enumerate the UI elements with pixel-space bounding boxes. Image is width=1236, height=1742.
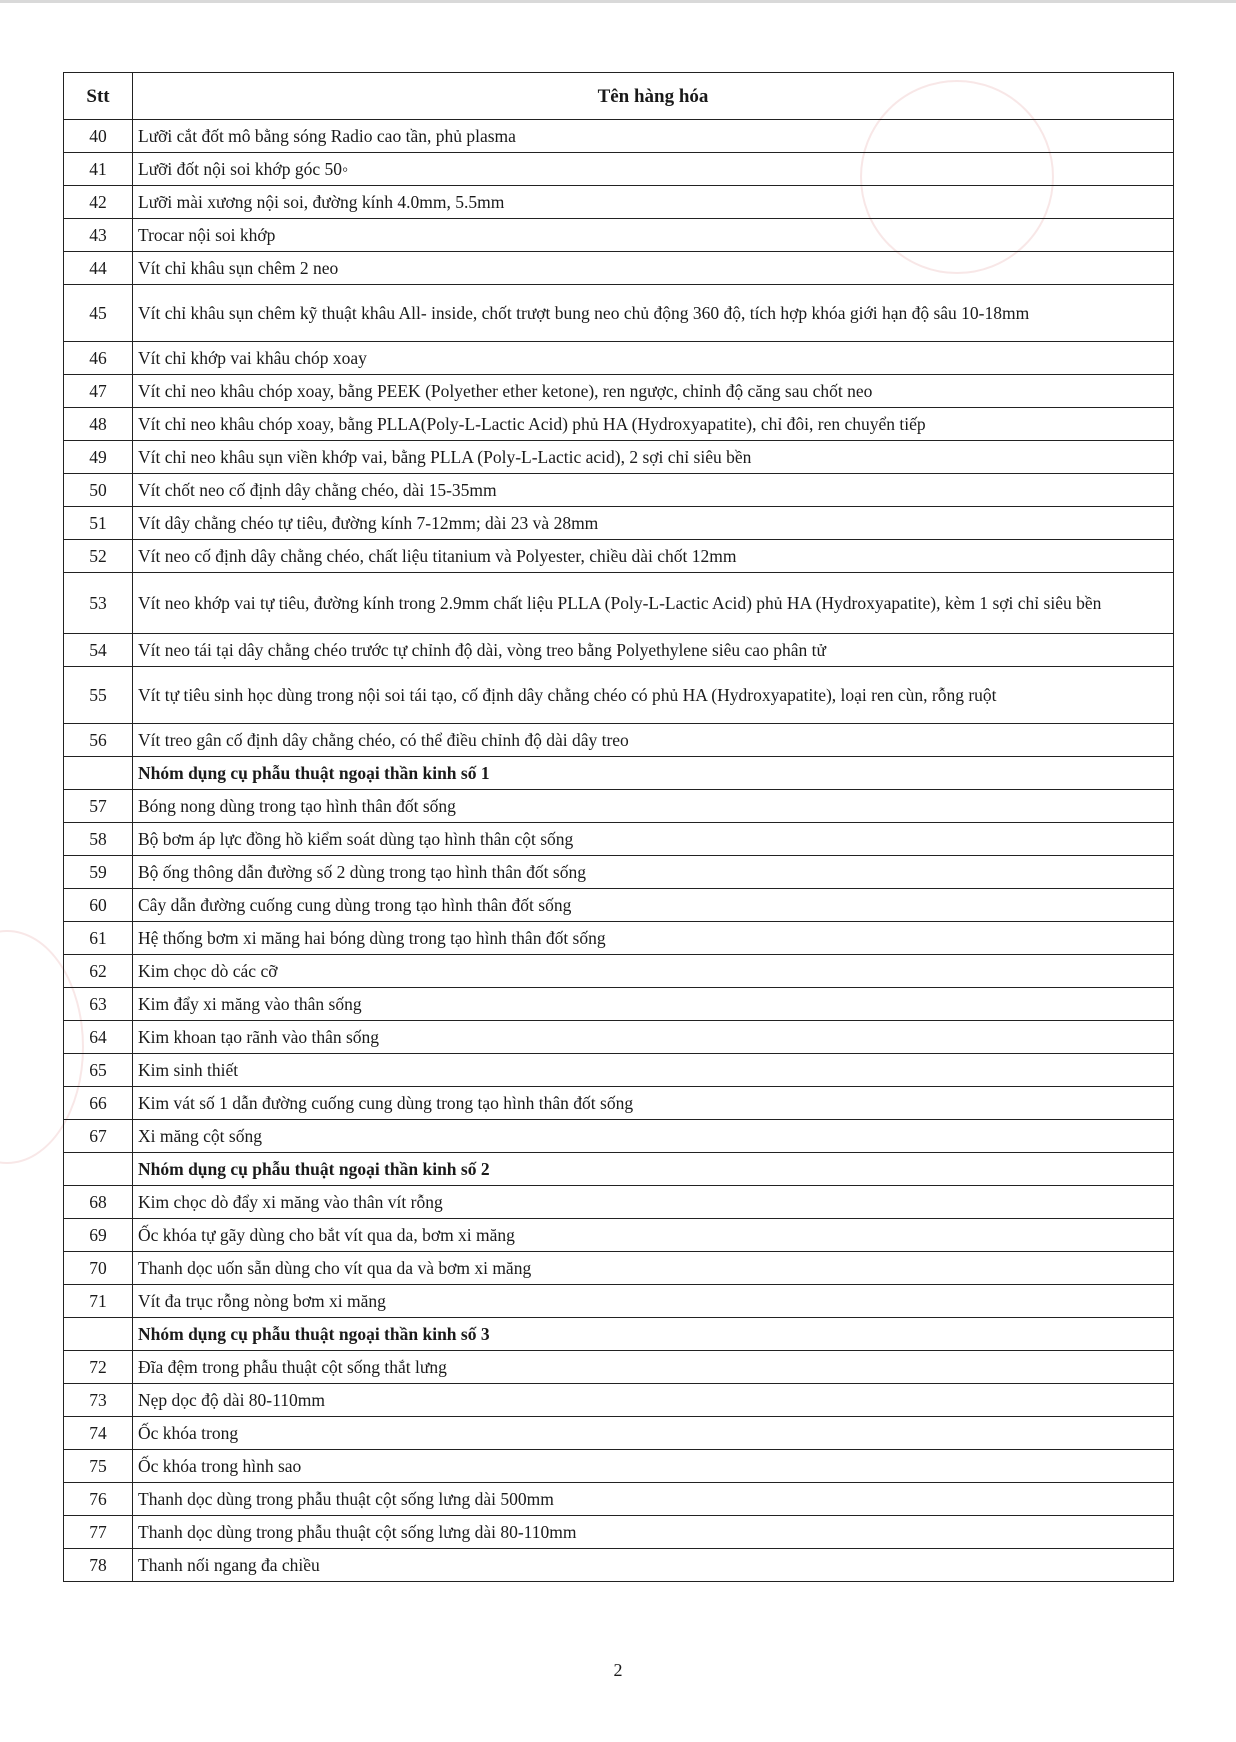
- stt-cell: 41: [64, 153, 133, 186]
- table-row: [64, 186, 1174, 219]
- table-row: [64, 889, 1174, 922]
- table-row: [64, 823, 1174, 856]
- table-row: [64, 1219, 1174, 1252]
- stt-cell: 59: [64, 856, 133, 889]
- table-row: [64, 1417, 1174, 1450]
- stt-cell: 72: [64, 1351, 133, 1384]
- table-row: [64, 252, 1174, 285]
- goods-name-cell: Vít chỉ neo khâu sụn viền khớp vai, bằng PLLA (Poly-L-Lactic acid), 2 sợi chỉ siêu bền: [133, 441, 1174, 474]
- table-row: [64, 1549, 1174, 1582]
- table-row: [64, 153, 1174, 186]
- goods-name-cell: Xi măng cột sống: [133, 1120, 1174, 1153]
- stt-cell: 60: [64, 889, 133, 922]
- stt-cell: 47: [64, 375, 133, 408]
- table-row: [64, 285, 1174, 342]
- table-row: [64, 1450, 1174, 1483]
- stt-cell: 45: [64, 285, 133, 342]
- goods-name-cell: Hệ thống bơm xi măng hai bóng dùng trong tạo hình thân đốt sống: [133, 922, 1174, 955]
- table-row: [64, 219, 1174, 252]
- goods-name-cell: Vít treo gân cố định dây chằng chéo, có thể điều chỉnh độ dài dây treo: [133, 724, 1174, 757]
- group-heading-row: [64, 1318, 1174, 1351]
- table-row: [64, 507, 1174, 540]
- goods-name-cell: Kim vát số 1 dẫn đường cuống cung dùng trong tạo hình thân đốt sống: [133, 1087, 1174, 1120]
- goods-name-cell: Thanh dọc uốn sẵn dùng cho vít qua da và bơm xi măng: [133, 1252, 1174, 1285]
- table-row: [64, 474, 1174, 507]
- table-row: [64, 955, 1174, 988]
- stt-cell: 70: [64, 1252, 133, 1285]
- goods-name-cell: Kim chọc dò các cỡ: [133, 955, 1174, 988]
- goods-name-cell: Vít tự tiêu sinh học dùng trong nội soi tái tạo, cố định dây chằng chéo có phủ HA (Hydroxyapatite), loại ren cùn, rỗng ruột: [133, 667, 1174, 724]
- table-row: [64, 1186, 1174, 1219]
- stt-cell: 51: [64, 507, 133, 540]
- table-row: [64, 1516, 1174, 1549]
- stt-cell: [64, 757, 133, 790]
- goods-name-cell: Lưỡi mài xương nội soi, đường kính 4.0mm, 5.5mm: [133, 186, 1174, 219]
- stt-cell: [64, 1318, 133, 1351]
- goods-name-cell: Vít chỉ neo khâu chóp xoay, bằng PEEK (Polyether ether ketone), ren ngược, chỉnh độ căng sau chốt neo: [133, 375, 1174, 408]
- stt-cell: 48: [64, 408, 133, 441]
- table-body: [64, 120, 1174, 1582]
- group-heading-row: [64, 1153, 1174, 1186]
- goods-name-cell: Kim chọc dò đẩy xi măng vào thân vít rỗng: [133, 1186, 1174, 1219]
- goods-name-cell: Kim đẩy xi măng vào thân sống: [133, 988, 1174, 1021]
- table-row: [64, 375, 1174, 408]
- goods-name-cell: Đĩa đệm trong phẫu thuật cột sống thắt lưng: [133, 1351, 1174, 1384]
- goods-name-cell: Cây dẫn đường cuống cung dùng trong tạo hình thân đốt sống: [133, 889, 1174, 922]
- group-heading: Nhóm dụng cụ phẫu thuật ngoại thần kinh số 1: [133, 757, 1174, 790]
- stt-cell: 63: [64, 988, 133, 1021]
- table-row: [64, 988, 1174, 1021]
- table-row: [64, 1483, 1174, 1516]
- goods-name-cell: Vít chỉ neo khâu chóp xoay, bằng PLLA(Poly-L-Lactic Acid) phủ HA (Hydroxyapatite), chỉ đôi, ren chuyển tiếp: [133, 408, 1174, 441]
- goods-name-cell: Vít chỉ khâu sụn chêm 2 neo: [133, 252, 1174, 285]
- stt-cell: 71: [64, 1285, 133, 1318]
- goods-name-cell: Vít dây chằng chéo tự tiêu, đường kính 7-12mm; dài 23 và 28mm: [133, 507, 1174, 540]
- table-row: [64, 342, 1174, 375]
- table-header-row: [64, 73, 1174, 120]
- goods-name-cell: Vít neo tái tại dây chằng chéo trước tự chỉnh độ dài, vòng treo bằng Polyethylene siêu cao phân tử: [133, 634, 1174, 667]
- stt-cell: 65: [64, 1054, 133, 1087]
- goods-name-cell: Thanh nối ngang đa chiều: [133, 1549, 1174, 1582]
- goods-name-cell: Thanh dọc dùng trong phẫu thuật cột sống lưng dài 80-110mm: [133, 1516, 1174, 1549]
- stt-cell: 43: [64, 219, 133, 252]
- table-row: [64, 540, 1174, 573]
- goods-name-cell: Ốc khóa trong: [133, 1417, 1174, 1450]
- goods-name-cell: Lưỡi cắt đốt mô bằng sóng Radio cao tần, phủ plasma: [133, 120, 1174, 153]
- scan-edge: [0, 0, 1236, 3]
- table-row: [64, 441, 1174, 474]
- stt-cell: 40: [64, 120, 133, 153]
- stt-cell: 61: [64, 922, 133, 955]
- stt-cell: 52: [64, 540, 133, 573]
- stt-cell: 66: [64, 1087, 133, 1120]
- stt-cell: 76: [64, 1483, 133, 1516]
- stt-cell: 74: [64, 1417, 133, 1450]
- table-row: [64, 1285, 1174, 1318]
- stt-cell: 49: [64, 441, 133, 474]
- goods-name-cell: Vít neo khớp vai tự tiêu, đường kính trong 2.9mm chất liệu PLLA (Poly-L-Lactic Acid) phủ HA (Hydroxyapatite), kèm 1 sợi chỉ siêu bền: [133, 573, 1174, 634]
- goods-name-cell: Vít chỉ khớp vai khâu chóp xoay: [133, 342, 1174, 375]
- table-row: [64, 1252, 1174, 1285]
- table-row: [64, 1087, 1174, 1120]
- goods-name-cell: Vít chỉ khâu sụn chêm kỹ thuật khâu All- inside, chốt trượt bung neo chủ động 360 độ, tích hợp khóa giới hạn độ sâu 10-18mm: [133, 285, 1174, 342]
- goods-name-cell: Vít neo cố định dây chằng chéo, chất liệu titanium và Polyester, chiều dài chốt 12mm: [133, 540, 1174, 573]
- stt-cell: 75: [64, 1450, 133, 1483]
- table-row: [64, 1351, 1174, 1384]
- table-row: [64, 1384, 1174, 1417]
- stt-cell: 58: [64, 823, 133, 856]
- goods-name-cell: Ốc khóa trong hình sao: [133, 1450, 1174, 1483]
- goods-name-cell: Trocar nội soi khớp: [133, 219, 1174, 252]
- table-row: [64, 408, 1174, 441]
- stt-cell: 68: [64, 1186, 133, 1219]
- stt-cell: 53: [64, 573, 133, 634]
- table-row: [64, 856, 1174, 889]
- goods-name-cell: Bộ bơm áp lực đồng hồ kiểm soát dùng tạo hình thân cột sống: [133, 823, 1174, 856]
- table-row: [64, 724, 1174, 757]
- goods-name-cell: Kim khoan tạo rãnh vào thân sống: [133, 1021, 1174, 1054]
- goods-name-cell: Kim sinh thiết: [133, 1054, 1174, 1087]
- stt-cell: 77: [64, 1516, 133, 1549]
- stt-cell: 44: [64, 252, 133, 285]
- header-stt: Stt: [64, 73, 133, 120]
- stt-cell: 64: [64, 1021, 133, 1054]
- table-row: [64, 667, 1174, 724]
- table-row: [64, 922, 1174, 955]
- table-row: [64, 1120, 1174, 1153]
- goods-name-cell: Bóng nong dùng trong tạo hình thân đốt sống: [133, 790, 1174, 823]
- goods-name-cell: Thanh dọc dùng trong phẫu thuật cột sống lưng dài 500mm: [133, 1483, 1174, 1516]
- stt-cell: 55: [64, 667, 133, 724]
- table-row: [64, 634, 1174, 667]
- goods-name-cell: Vít chốt neo cố định dây chằng chéo, dài 15-35mm: [133, 474, 1174, 507]
- table-row: [64, 573, 1174, 634]
- stt-cell: 50: [64, 474, 133, 507]
- goods-name-cell: Bộ ống thông dẫn đường số 2 dùng trong tạo hình thân đốt sống: [133, 856, 1174, 889]
- goods-name-cell: Ốc khóa tự gãy dùng cho bắt vít qua da, bơm xi măng: [133, 1219, 1174, 1252]
- stt-cell: 42: [64, 186, 133, 219]
- header-name: Tên hàng hóa: [133, 73, 1174, 120]
- stt-cell: 54: [64, 634, 133, 667]
- stt-cell: 73: [64, 1384, 133, 1417]
- group-heading: Nhóm dụng cụ phẫu thuật ngoại thần kinh số 3: [133, 1318, 1174, 1351]
- goods-name-cell: Vít đa trục rỗng nòng bơm xi măng: [133, 1285, 1174, 1318]
- goods-name-cell: Nẹp dọc độ dài 80-110mm: [133, 1384, 1174, 1417]
- group-heading: Nhóm dụng cụ phẫu thuật ngoại thần kinh số 2: [133, 1153, 1174, 1186]
- stt-cell: 57: [64, 790, 133, 823]
- table-row: [64, 120, 1174, 153]
- stt-cell: 78: [64, 1549, 133, 1582]
- goods-name-cell: Lưỡi đốt nội soi khớp góc 50◦: [133, 153, 1174, 186]
- stt-cell: [64, 1153, 133, 1186]
- stt-cell: 69: [64, 1219, 133, 1252]
- group-heading-row: [64, 757, 1174, 790]
- table-row: [64, 1054, 1174, 1087]
- goods-table: [63, 72, 1174, 1582]
- page-number: 2: [613, 1660, 623, 1680]
- stt-cell: 67: [64, 1120, 133, 1153]
- stt-cell: 62: [64, 955, 133, 988]
- table-row: [64, 1021, 1174, 1054]
- stt-cell: 56: [64, 724, 133, 757]
- table-row: [64, 790, 1174, 823]
- stt-cell: 46: [64, 342, 133, 375]
